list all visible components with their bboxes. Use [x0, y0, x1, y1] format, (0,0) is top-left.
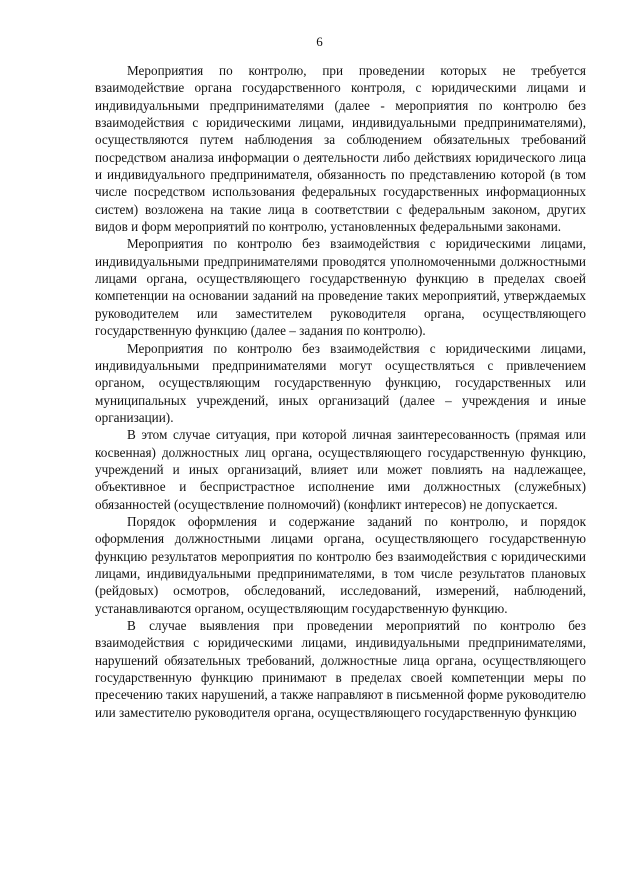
document-body	[95, 62, 586, 721]
paragraph-procedure-of-tasks: Порядок оформления и содержание заданий по контролю, и порядок оформления должностными лицами органа, осуществляющего государственную функцию результатов мероприятия по контролю без взаимодействия с юридическими лицами, индивидуальными предпринимателями, в том числе результатов плановых (рейдовых) осмотров, обследований, исследований, измерений, наблюдений, устанавливаются органом, осуществляющим государственную функцию.	[95, 513, 586, 616]
paragraph-violations-detected: В случае выявления при проведении мероприятий по контролю без взаимодействия с юридическими лицами, индивидуальными предпринимателями, нарушений обязательных требований, должностные лица органа, осуществляющего государственную функцию принимают в пределах своей компетенции меры по пресечению таких нарушений, а также направляют в письменной форме руководителю или заместителю руководителя органа, осуществляющего государственную функцию	[95, 618, 586, 720]
paragraph-conflict-of-interest: В этом случае ситуация, при которой личная заинтересованность (прямая или косвенная) должностных лиц органа, осуществляющего государственную функцию, учреждений и иных организаций, влияет или может повлиять на надлежащее, объективное и беспристрастное исполнение ими должностных (служебных) обязанностей (осуществление полномочий) (конфликт интересов) не допускается.	[95, 427, 586, 512]
paragraph-control-by-officials: Мероприятия по контролю без взаимодействия с юридическими лицами, индивидуальными предпринимателями проводятся уполномоченными должностными лицами органа, осуществляющего государственную функцию в пределах своей компетенции на основании заданий на проведение таких мероприятий, утверждаемых руководителем или заместителем руководителя органа, осуществляющего государственную функцию (далее – задания по контролю).	[95, 236, 586, 339]
paragraph-contactless-control-definition: Мероприятия по контролю, при проведении которых не требуется взаимодействие органа государственного контроля, с юридическими лицами и индивидуальными предпринимателями (далее - мероприятия по контролю без взаимодействия с юридическими лицами, индивидуальными предпринимателями), осуществляются путем наблюдения за соблюдением обязательных требований посредством анализа информации о деятельности либо действиях юридического лица и индивидуального предпринимателя, обязанность по представлению которой (в том числе посредством использования федеральных государственных информационных систем) возложена на такие лица в соответствии с федеральным законом, других видов и форм мероприятий по контролю, установленных федеральными законами.	[95, 63, 586, 235]
paragraph-involving-institutions: Мероприятия по контролю без взаимодействия с юридическими лицами, индивидуальными предпринимателями могут осуществляться с привлечением органом, осуществляющим государственную функцию, государственных или муниципальных учреждений, иных организаций (далее – учреждения и иные организации).	[95, 340, 586, 425]
page-number: 6	[316, 34, 323, 49]
